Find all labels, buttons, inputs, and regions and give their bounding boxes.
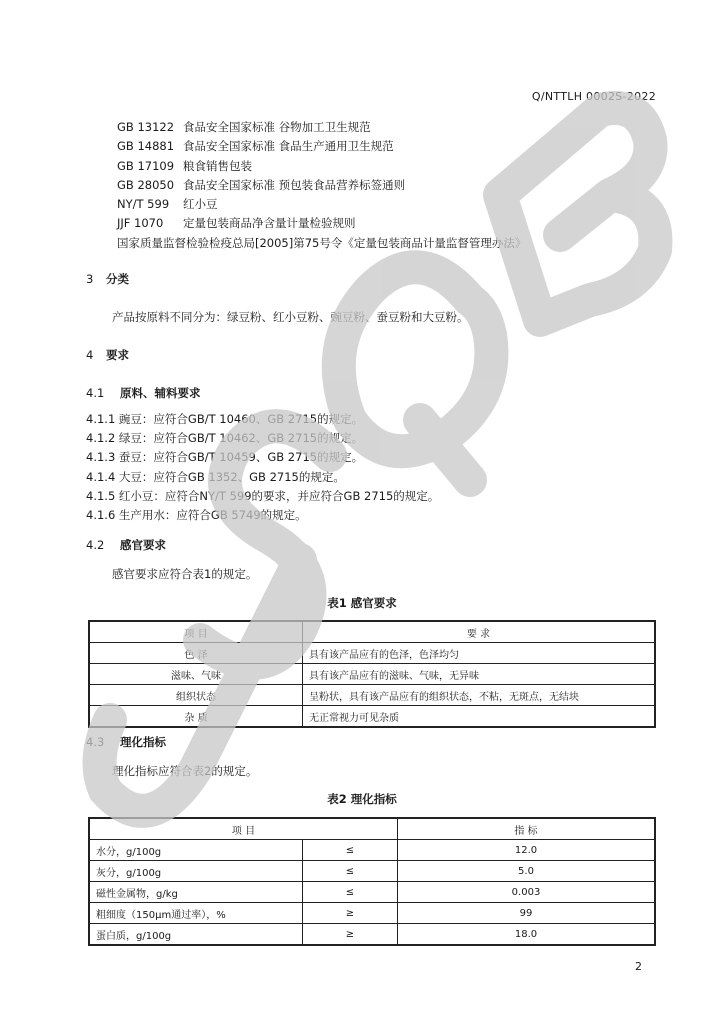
item-cell: 组织状态 xyxy=(89,685,303,706)
item-cell: 蛋白质，g/100g xyxy=(89,924,303,946)
reference-title: 粮食销售包装 xyxy=(183,158,252,173)
requirement-cell: 呈粉状，具有该产品应有的组织状态，不粘，无斑点，无结块 xyxy=(303,685,656,706)
table-row xyxy=(89,924,655,946)
item-cell: 杂 质 xyxy=(89,706,303,728)
clause-item: 4.1.4 大豆：应符合GB 1352、GB 2715的规定。 xyxy=(86,469,345,484)
document-code: Q/NTTLH 0002S-2022 xyxy=(531,90,656,103)
reference-item xyxy=(117,137,526,156)
table-2-caption: 表2 理化指标 xyxy=(327,792,397,806)
item-cell: 磁性金属物，g/kg xyxy=(89,882,303,903)
column-header: 指 标 xyxy=(398,818,656,840)
clause-item: 4.1.1 豌豆：应符合GB/T 10460、GB 2715的规定。 xyxy=(86,412,364,426)
value-cell: 12.0 xyxy=(398,840,656,861)
reference-code: GB 14881 xyxy=(117,139,175,154)
table-row xyxy=(89,840,655,861)
section-4-3-text: 理化指标应符合表2的规定。 xyxy=(112,764,258,778)
requirement-cell: 具有该产品应有的滋味、气味，无异味 xyxy=(303,664,656,685)
section-4-1-heading xyxy=(86,385,201,401)
section-number: 4 xyxy=(86,348,94,362)
section-4-3-heading xyxy=(86,734,166,750)
item-cell: 灰分，g/100g xyxy=(89,861,303,882)
section-title: 分类 xyxy=(106,272,129,286)
section-number: 4.3 xyxy=(86,735,105,749)
normative-references xyxy=(117,118,526,253)
requirement-cell: 具有该产品应有的色泽，色泽均匀 xyxy=(303,643,656,664)
reference-item xyxy=(117,176,526,195)
operator-cell: ≥ xyxy=(303,924,398,946)
reference-code: GB 13122 xyxy=(117,120,175,134)
value-cell: 5.0 xyxy=(398,861,656,882)
physicochemical-indicators-table xyxy=(88,817,656,946)
reference-code: NY/T 599 xyxy=(117,197,170,212)
section-number: 3 xyxy=(86,272,94,286)
table-row xyxy=(89,664,655,685)
reference-item xyxy=(117,118,526,137)
table-row xyxy=(89,706,655,728)
item-cell: 水分，g/100g xyxy=(89,840,303,861)
table-row xyxy=(89,643,655,664)
clause-item: 4.1.5 红小豆：应符合NY/T 599的要求，并应符合GB 2715的规定。 xyxy=(86,488,440,503)
operator-cell: ≤ xyxy=(303,840,398,861)
item-cell: 粗细度（150μm通过率），% xyxy=(89,903,303,924)
section-3-text: 产品按原料不同分为：绿豆粉、红小豆粉、豌豆粉、蚕豆粉和大豆粉。 xyxy=(112,310,469,324)
section-title: 理化指标 xyxy=(120,735,166,749)
table-row xyxy=(89,882,655,903)
item-cell: 滋味、气味 xyxy=(89,664,303,685)
sensory-requirements-table xyxy=(88,620,656,728)
reference-code: GB 28050 xyxy=(117,177,175,192)
reference-title: 食品安全国家标准 谷物加工卫生规范 xyxy=(183,120,371,134)
operator-cell: ≤ xyxy=(303,882,398,903)
reference-decree: 国家质量监督检验检疫总局[2005]第75号令《定量包装商品计量监督管理办法》 xyxy=(117,235,527,250)
table-row xyxy=(89,903,655,924)
reference-title: 定量包装商品净含量计量检验规则 xyxy=(183,216,356,231)
table-row xyxy=(89,861,655,882)
item-cell: 色 泽 xyxy=(89,643,303,664)
reference-code: JJF 1070 xyxy=(117,216,164,231)
table-1-caption: 表1 感官要求 xyxy=(327,596,397,610)
value-cell: 0.003 xyxy=(398,882,656,903)
value-cell: 18.0 xyxy=(398,924,656,946)
table-header-row xyxy=(89,621,655,643)
operator-cell: ≤ xyxy=(303,861,398,882)
reference-item xyxy=(117,157,526,176)
table-row xyxy=(89,685,655,706)
section-number: 4.1 xyxy=(86,386,105,400)
section-number: 4.2 xyxy=(86,538,105,552)
section-title: 要求 xyxy=(106,348,129,362)
reference-title: 食品安全国家标准 预包装食品营养标签通则 xyxy=(183,177,406,192)
section-title: 感官要求 xyxy=(120,538,166,552)
operator-cell: ≥ xyxy=(303,903,398,924)
column-header: 项 目 xyxy=(89,621,303,643)
reference-code: GB 17109 xyxy=(117,158,175,173)
section-4-2-text: 感官要求应符合表1的规定。 xyxy=(112,567,258,581)
section-3-heading xyxy=(86,271,129,287)
clause-item: 4.1.6 生产用水：应符合GB 5749的规定。 xyxy=(86,508,307,523)
section-4-heading xyxy=(86,347,129,363)
clause-item: 4.1.3 蚕豆：应符合GB/T 10459、GB 2715的规定。 xyxy=(86,450,364,465)
clause-list xyxy=(86,410,439,525)
section-title: 原料、辅料要求 xyxy=(120,386,201,400)
reference-item xyxy=(117,214,526,233)
section-4-2-heading xyxy=(86,537,166,553)
reference-title: 红小豆 xyxy=(183,197,218,212)
reference-title: 食品安全国家标准 食品生产通用卫生规范 xyxy=(183,139,394,154)
column-header: 项 目 xyxy=(89,818,398,840)
requirement-cell: 无正常视力可见杂质 xyxy=(303,706,656,728)
clause-item: 4.1.2 绿豆：应符合GB/T 10462、GB 2715的规定。 xyxy=(86,431,364,446)
value-cell: 99 xyxy=(398,903,656,924)
reference-item xyxy=(117,195,526,214)
column-header: 要 求 xyxy=(303,621,656,643)
page-number: 2 xyxy=(635,960,642,973)
table-header-row xyxy=(89,818,655,840)
